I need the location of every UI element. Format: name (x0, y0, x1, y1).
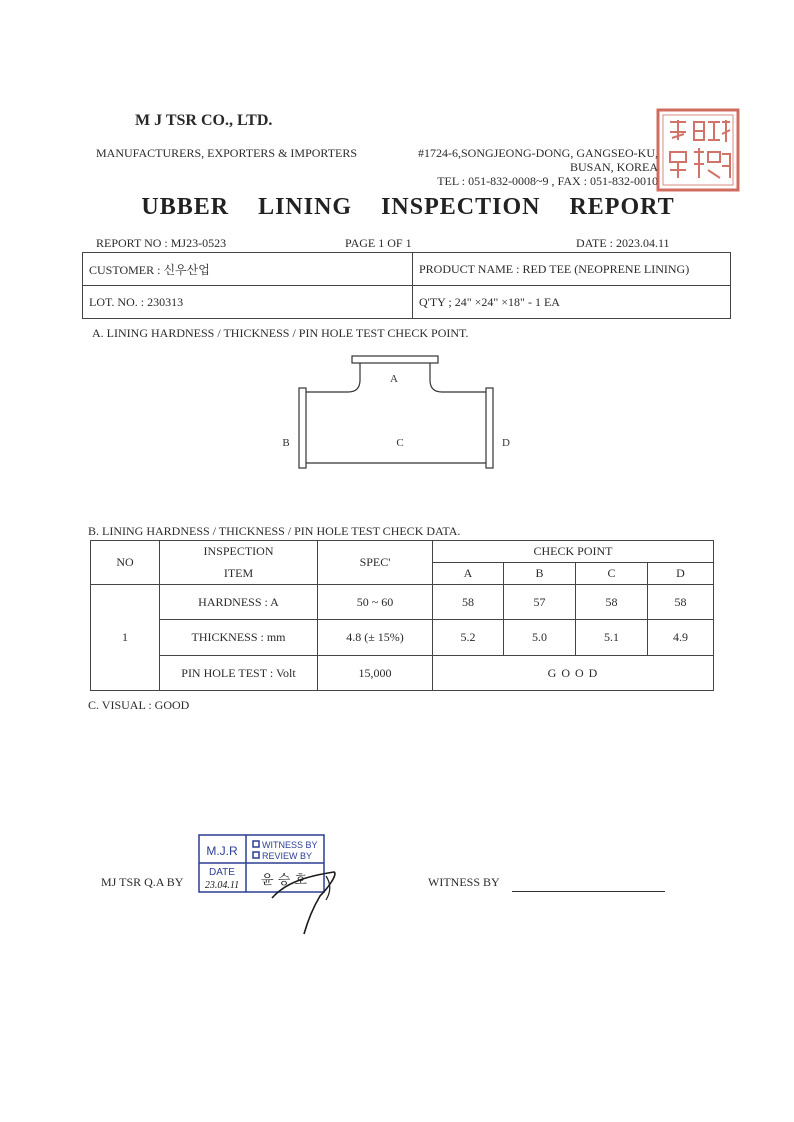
info-row (83, 286, 731, 319)
page-number: PAGE 1 OF 1 (345, 236, 412, 250)
company-seal (656, 108, 740, 192)
table-header-row (91, 541, 714, 563)
stamp-review: REVIEW BY (262, 851, 313, 861)
hardness-item: HARDNESS : A (160, 585, 318, 620)
hardness-spec: 50 ~ 60 (318, 585, 433, 620)
hardness-c: 58 (576, 585, 648, 620)
tee-diagram (270, 350, 530, 485)
header-item: ITEM (160, 563, 318, 585)
company-tagline: MANUFACTURERS, EXPORTERS & IMPORTERS (96, 146, 358, 160)
hardness-d: 58 (648, 585, 714, 620)
header-no: NO (91, 541, 160, 585)
header-point-b: B (504, 563, 576, 585)
report-date: DATE : 2023.04.11 (576, 236, 670, 250)
stamp-date-label: DATE (209, 867, 235, 878)
thickness-d: 4.9 (648, 620, 714, 656)
customer-cell: CUSTOMER : 신우산업 (83, 253, 413, 286)
contact-line: TEL : 051-832-0008~9 , FAX : 051-832-0010 (437, 174, 658, 188)
qa-label: MJ TSR Q.A BY (101, 875, 184, 889)
diagram-label-b: B (282, 437, 290, 449)
section-a-title: A. LINING HARDNESS / THICKNESS / PIN HOLE TEST CHECK POINT. (92, 326, 469, 340)
thickness-a: 5.2 (433, 620, 504, 656)
diagram-label-a: A (390, 373, 398, 385)
address-line-2: BUSAN, KOREA (569, 160, 658, 174)
header-point-d: D (648, 563, 714, 585)
pinhole-spec: 15,000 (318, 656, 433, 691)
header-inspection: INSPECTION (160, 541, 318, 563)
witness-label: WITNESS BY (428, 875, 500, 889)
hardness-a: 58 (433, 585, 504, 620)
product-cell: PRODUCT NAME : RED TEE (NEOPRENE LINING) (413, 253, 731, 286)
header-point-a: A (433, 563, 504, 585)
table-row (91, 656, 714, 691)
header-check-point: CHECK POINT (433, 541, 714, 563)
company-name: M J TSR CO., LTD. (135, 112, 273, 129)
info-row (83, 253, 731, 286)
thickness-spec: 4.8 (± 15%) (318, 620, 433, 656)
lot-cell: LOT. NO. : 230313 (83, 286, 413, 319)
table-row (91, 585, 714, 620)
stamp-company: M.J.R (206, 844, 238, 858)
header-point-c: C (576, 563, 648, 585)
header-spec: SPEC' (318, 541, 433, 585)
pinhole-item: PIN HOLE TEST : Volt (160, 656, 318, 691)
pinhole-result: G O O D (433, 656, 714, 691)
diagram-label-d: D (502, 437, 510, 449)
thickness-b: 5.0 (504, 620, 576, 656)
address-line-1: #1724-6,SONGJEONG-DONG, GANGSEO-KU, (418, 146, 658, 160)
section-c-title: C. VISUAL : GOOD (88, 698, 190, 712)
handwritten-signature (268, 862, 348, 940)
thickness-c: 5.1 (576, 620, 648, 656)
table-row (91, 620, 714, 656)
witness-signature-line (512, 891, 665, 892)
thickness-item: THICKNESS : mm (160, 620, 318, 656)
company-address (418, 146, 658, 188)
row-number: 1 (91, 585, 160, 691)
hardness-b: 57 (504, 585, 576, 620)
stamp-date-value: 23.04.11 (204, 880, 240, 891)
inspection-data-table (90, 540, 714, 691)
qty-cell: Q'TY ; 24" ×24" ×18" - 1 EA (413, 286, 731, 319)
section-b-title: B. LINING HARDNESS / THICKNESS / PIN HOLE TEST CHECK DATA. (88, 524, 461, 538)
report-title: UBBER LINING INSPECTION REPORT (141, 194, 675, 220)
report-number: REPORT NO : MJ23-0523 (96, 236, 227, 250)
stamp-witness: WITNESS BY (262, 840, 318, 850)
info-table (82, 252, 731, 319)
stamp-signer: 윤 승 호 (261, 873, 307, 888)
diagram-label-c: C (396, 437, 404, 449)
